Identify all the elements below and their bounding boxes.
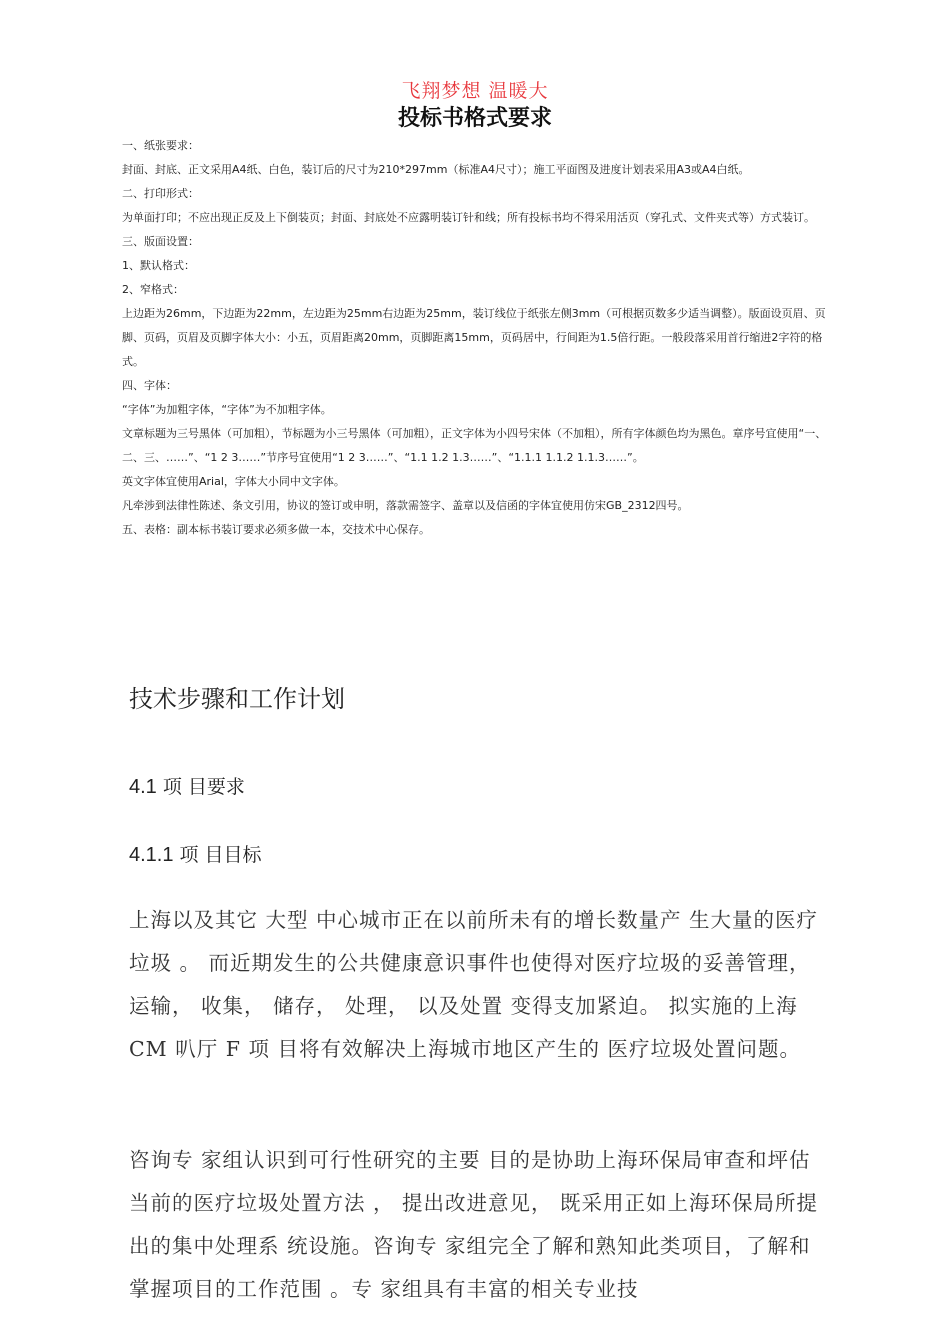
req-line: 上边距为26mm，下边距为22mm，左边距为25mm右边距为25mm，装订线位于纸张左侧3mm（可根据页数多少适当调整）。版面设页眉、页脚、页码，页眉及页脚字体大小：小五，页眉距离20mm，页脚距离15mm，页码居中，行间距为1.5倍行距。一般段落采用首行缩进2字符的格式。 (122, 307, 826, 368)
req-line: 二、打印形式： (122, 187, 199, 200)
req-line: 2、窄格式： (122, 283, 184, 296)
brand-slogan: 飞翔梦想 温暖大 (401, 80, 549, 102)
document-title: 投标书格式要求 (397, 106, 552, 131)
body-paragraph-1 (129, 899, 829, 1071)
req-line: 三、版面设置： (122, 235, 199, 248)
heading-text: 项 目目标 (179, 844, 262, 866)
heading-number: 4.1.1 (129, 844, 174, 866)
req-line: 凡牵涉到法律性陈述、条文引用，协议的签订或申明，落款需签字、盖章以及信函的字体宜使用仿宋GB_2312四号。 (122, 499, 689, 512)
req-line: 文章标题为三号黑体（可加粗），节标题为小三号黑体（可加粗），正文字体为小四号宋体（不加粗），所有字体颜色均为黑色。章序号宜使用“一、二、三、……”、“1 2 3……”节序号宜使用“1 2 3……”、“1.1 1.2 1.3……”、“1.1.1 1.1.2 1.1.3……”。 (122, 427, 827, 464)
heading-number: 4.1 (129, 776, 157, 798)
body-paragraph-2 (129, 1139, 829, 1311)
req-line: 1、默认格式： (122, 259, 195, 272)
req-line: 英文字体宜使用Arial，字体大小同中文字体。 (122, 475, 345, 488)
format-requirements (122, 134, 832, 542)
heading-text: 项 目要求 (162, 776, 245, 798)
paragraph-text: 咨询专 家组认识到可行性研究的主要 目的是协助上海环保局审查和坪估 当前的医疗垃圾处置方法 ， 提出改进意见， 既采用正如上海环保局所提 出的集中处理系 统设施。咨询专 家组完全了解和熟知此类项目，了解和 掌握项目的工作范围 。专 家组具有丰富的相关专业技 (129, 1148, 819, 1301)
subsection-heading-4-1 (129, 772, 245, 799)
req-line: 四、字体： (122, 379, 177, 392)
req-line: 为单面打印；不应出现正反及上下倒装页；封面、封底处不应露明装订针和线；所有投标书均不得采用活页（穿孔式、文件夹式等）方式装订。 (122, 211, 815, 224)
paragraph-text: 上海以及其它 大型 中心城市正在以前所未有的增长数量产 生大量的医疗 垃圾 。 而近期发生的公共健康意识事件也使得对医疗垃圾的妥善管理， 运输， 收集， 储存， 处理， 以及处置 变得支加紧迫。 拟实施的上海 CM 叭厅 F 项 目将有效解决上海城市地区产生的 医疗垃圾处置问题。 (129, 908, 819, 1061)
req-line: 五、表格：副本标书装订要求必须多做一本，交技术中心保存。 (122, 523, 430, 536)
req-line: “字体”为加粗字体，“字体”为不加粗字体。 (122, 403, 332, 416)
req-line: 封面、封底、正文采用A4纸、白色，装订后的尺寸为210*297mm（标准A4尺寸）；施工平面图及进度计划表采用A3或A4白纸。 (122, 163, 750, 176)
subsection-heading-4-1-1 (129, 840, 262, 867)
section-title: 技术步骤和工作计划 (129, 685, 345, 713)
req-line: 一、纸张要求： (122, 139, 199, 152)
